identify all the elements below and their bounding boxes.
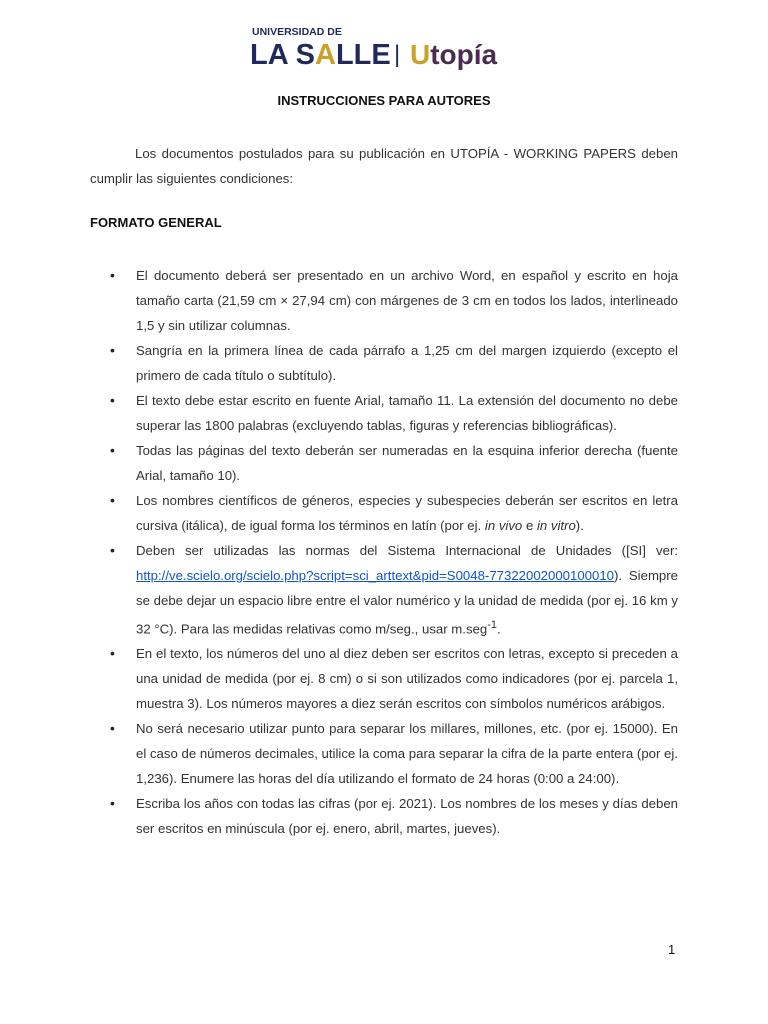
list-item: • Escriba los años con todas las cifras (por ej. 2021). Los nombres de los meses y días deben ser escritos en minúscula (por ej. enero, abril, martes, jueves). — [90, 791, 678, 841]
si-units-link[interactable]: http://ve.scielo.org/scielo.php?script=sci_arttext&pid=S0048-77322002000100010 — [136, 568, 615, 583]
latin-term: in vivo — [484, 518, 523, 533]
format-rules-list — [90, 263, 678, 841]
list-item: • Todas las páginas del texto deberán ser numeradas en la esquina inferior derecha (fuente Arial, tamaño 10). — [90, 438, 678, 488]
list-item: • El documento deberá ser presentado en un archivo Word, en español y escrito en hoja tamaño carta (21,59 cm × 27,94 cm) con márgenes de 3 cm en todos los lados, interlineado 1,5 y sin utilizar columnas. — [90, 263, 678, 338]
university-small-text: UNIVERSIDAD DE — [252, 26, 342, 38]
utopia-wordmark: Utopía — [410, 39, 498, 70]
logo-separator: | — [394, 41, 401, 68]
list-item: • Deben ser utilizadas las normas del Sistema Internacional de Unidades ([SI] ver: http://ve.scielo.org/scielo.php?script=sci_arttext&pid=S0048-77322002000100010). Siempre se debe dejar un espacio libre entre el valor numérico y la unidad de medida (por ej. 16 km y 32 °C). Para las medidas relativas como m/seg., usar m.seg$^{-1}$. — [90, 538, 678, 641]
university-large-text: LA SALLE — [250, 39, 391, 71]
list-item: • En el texto, los números del uno al diez deben ser escritos con letras, excepto si preceden a una unidad de medida (por ej. 8 cm) o si son utilizados como indicadores (por ej. parcela 1, muestra 3). Los números mayores a diez serán escritos con símbolos numéricos arábigos. — [90, 641, 678, 716]
intro-paragraph: Los documentos postulados para su publicación en UTOPÍA - WORKING PAPERS deben cumplir las siguientes condiciones: — [90, 146, 678, 186]
superscript: -1 — [487, 619, 497, 631]
section-heading: FORMATO GENERAL — [90, 215, 222, 230]
page-number: 1 — [668, 942, 676, 957]
list-item: • Los nombres científicos de géneros, especies y subespecies deberán ser escritos en letra cursiva (itálica), de igual forma los términos en latín (por ej. in vivo e in vitro). — [90, 488, 678, 538]
list-item: • No será necesario utilizar punto para separar los millares, millones, etc. (por ej. 15000). En el caso de números decimales, utilice la coma para separar la cifra de la parte entera (por ej. 1,236). Enumere las horas del día utilizando el formato de 24 horas (0:00 a 24:00). — [90, 716, 678, 791]
latin-term: in vitro — [536, 518, 576, 533]
list-item: • El texto debe estar escrito en fuente Arial, tamaño 11. La extensión del documento no debe superar las 1800 palabras (excluyendo tablas, figuras y referencias bibliográficas). — [90, 388, 678, 438]
list-item: • Sangría en la primera línea de cada párrafo a 1,25 cm del margen izquierdo (excepto el primero de cada título o subtítulo). — [90, 338, 678, 388]
document-title: INSTRUCCIONES PARA AUTORES — [277, 93, 491, 108]
header-logo — [250, 22, 520, 72]
la-salle-utopia-logo — [250, 22, 520, 72]
